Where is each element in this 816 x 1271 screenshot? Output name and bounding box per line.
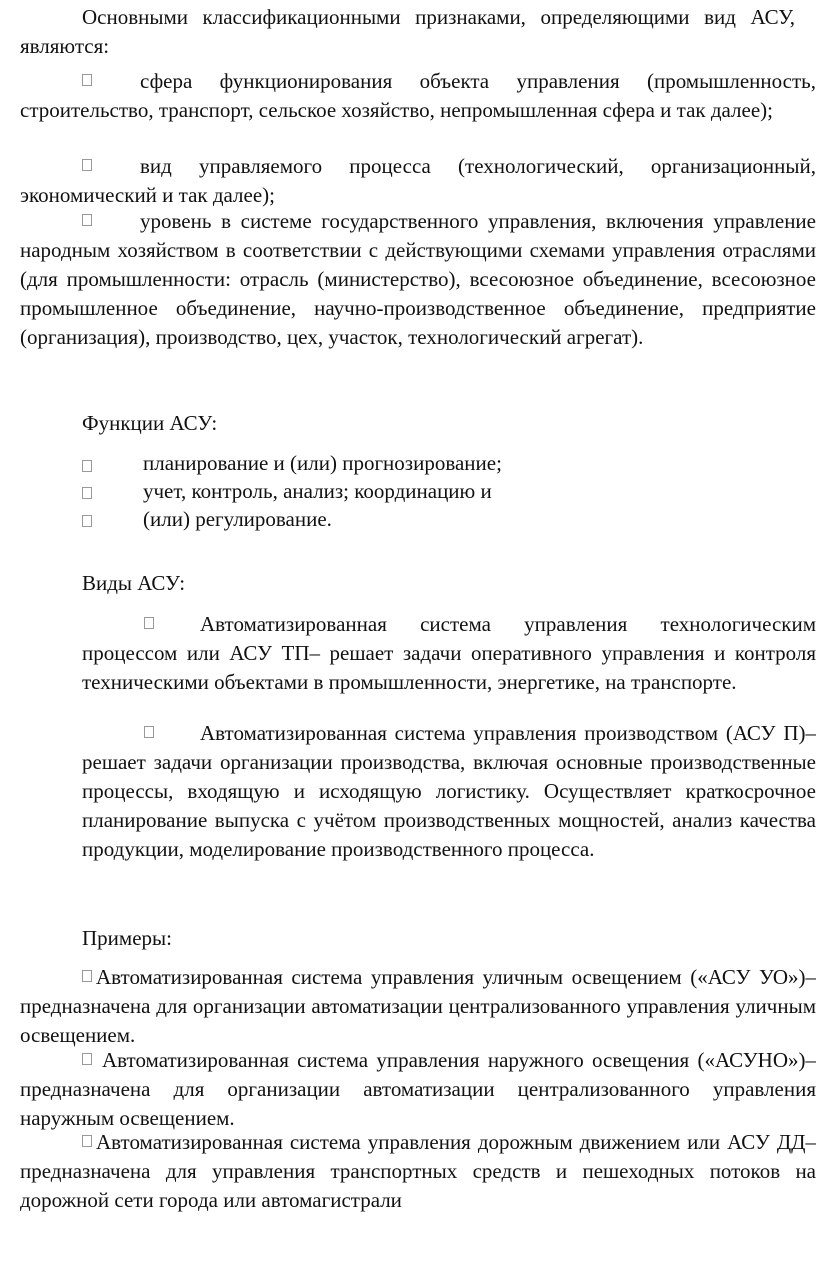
examples-item (20, 1128, 816, 1215)
bullet-icon (82, 159, 92, 171)
examples-item-text: Автоматизированная система управления наружного освещения («АСУНО»)– предназначена для организации автоматизации централизованного управления наружным освещением. (20, 1048, 816, 1130)
functions-heading: Функции АСУ: (82, 411, 218, 435)
intro-text: Основными классификационными признаками, определяющими вид АСУ, являются: (20, 5, 795, 58)
functions-item: планирование и (или) прогнозирование; (143, 451, 502, 475)
types-heading: Виды АСУ: (82, 571, 186, 595)
classification-item-text: сфера функционирования объекта управления (промышленность, строительство, транспорт, сельское хозяйство, непромышленная сфера и так далее); (20, 69, 816, 122)
classification-item (20, 207, 816, 352)
bullet-icon (82, 515, 92, 527)
bullet-icon (144, 726, 154, 738)
examples-item (20, 963, 816, 1050)
bullet-icon (82, 487, 92, 499)
examples-item-text: Автоматизированная система управления дорожным движением или АСУ ДД– предназначена для управления транспортных средств и пешеходных потоков на дорожной сети города или автомагистрали (20, 1130, 816, 1212)
functions-item: (или) регулирование. (143, 507, 332, 531)
intro-paragraph (20, 3, 795, 61)
types-item-text: Автоматизированная система управления производством (АСУ П)– решает задачи организации производства, включая основные производственные процессы, входящую и исходящую логистику. Осуществляет краткосрочное планирование выпуска с учётом производственных мощностей, анализ качества продукции, моделирование производственного процесса. (82, 721, 816, 861)
classification-item (20, 152, 816, 210)
types-item-text: Автоматизированная система управления технологическим процессом или АСУ ТП– решает задачи оперативного управления и контроля техническими объектами в промышленности, энергетике, на транспорте. (82, 612, 816, 694)
examples-item (20, 1046, 816, 1133)
bullet-icon (144, 617, 154, 629)
bullet-icon (82, 214, 92, 226)
types-item (82, 719, 816, 864)
bullet-icon (82, 1053, 92, 1065)
types-item (82, 610, 816, 697)
examples-heading: Примеры: (82, 926, 172, 950)
classification-item (20, 67, 816, 125)
bullet-icon (82, 1135, 92, 1147)
bullet-icon (82, 970, 92, 982)
bullet-icon (82, 460, 92, 472)
bullet-icon (82, 74, 92, 86)
examples-item-text: Автоматизированная система управления уличным освещением («АСУ УО»)– предназначена для организации автоматизации централизованного управления уличным освещением. (20, 965, 816, 1047)
functions-item: учет, контроль, анализ; координацию и (143, 479, 492, 503)
classification-item-text: уровень в системе государственного управления, включения управление народным хозяйством в соответствии с действующими схемами управления отраслями (для промышленности: отрасль (министерство), всесоюзное объединение, всесоюзное промышленное объединение, научно-производственное объединение, предприятие (организация), производство, цех, участок, технологический агрегат). (20, 209, 816, 349)
classification-item-text: вид управляемого процесса (технологический, организационный, экономический и так далее); (20, 154, 816, 207)
